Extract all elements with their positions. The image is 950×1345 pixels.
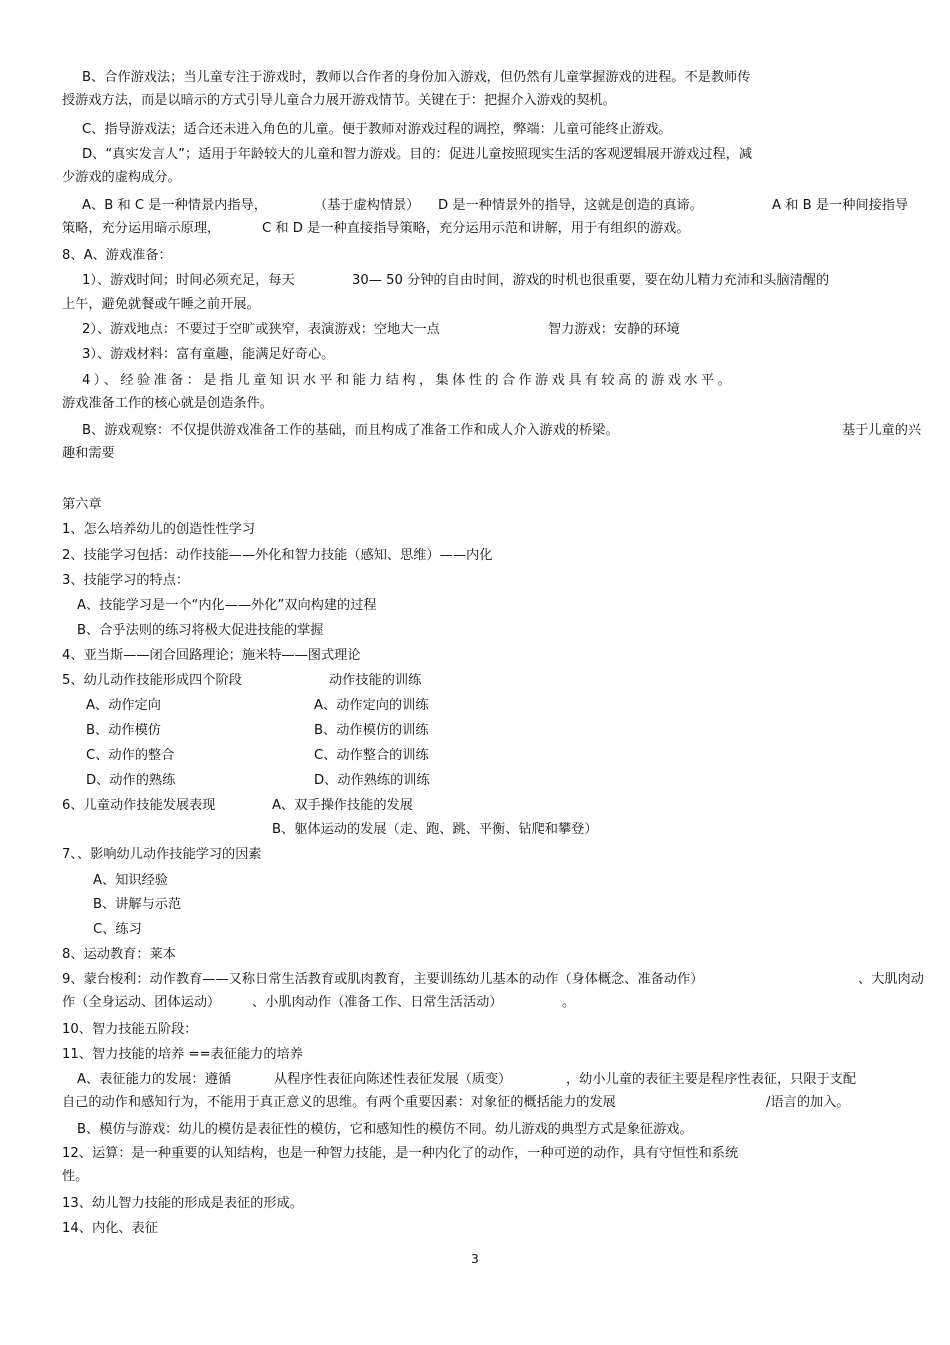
para-abc-summary-2b: C 和 D 是一种直接指导策略，充分运用示范和讲解，用于有组织的游戏。 — [262, 221, 690, 236]
ch6-item-9-line1b: 、大肌肉动 — [858, 972, 924, 987]
stage-right: D、动作熟练的训练 — [314, 773, 430, 788]
item-8-title: 8、A、游戏准备： — [62, 248, 172, 263]
item-8-experience-line1: 4）、经验准备：是指儿童知识水平和能力结构，集体性的合作游戏具有较高的游戏水平。 — [82, 373, 735, 388]
ch6-item-11a-line1a: A、表征能力的发展：遵循 — [77, 1072, 232, 1087]
stage-right: B、动作模仿的训练 — [314, 723, 429, 738]
stage-right: C、动作整合的训练 — [314, 748, 429, 763]
ch6-item-3b: B、合乎法则的练习将极大促进技能的掌握 — [77, 623, 324, 638]
stage-left: B、动作模仿 — [86, 723, 161, 738]
ch6-item-6a: A、双手操作技能的发展 — [272, 798, 413, 813]
ch6-item-6b: B、躯体运动的发展（走、跑、跳、平衡、钻爬和攀登） — [272, 822, 598, 837]
ch6-item-12-line1: 12、运算：是一种重要的认知结构，也是一种智力技能，是一种内化了的动作，一种可逆的动作，具有守恒性和系统 — [62, 1146, 739, 1161]
item-8-time-line1b: 30— 50 分钟的自由时间，游戏的时机也很重要，要在幼儿精力充沛和头脑清醒的 — [352, 273, 830, 288]
ch6-item-6-left: 6、儿童动作技能发展表现 — [62, 798, 216, 813]
ch6-item-1: 1、怎么培养幼儿的创造性性学习 — [62, 522, 256, 537]
page-number: 3 — [471, 1252, 479, 1266]
ch6-item-5-left: 5、幼儿动作技能形成四个阶段 — [62, 673, 242, 688]
para-abc-summary-1d: A 和 B 是一种间接指导 — [772, 198, 909, 213]
ch6-item-7-factor: B、讲解与示范 — [93, 897, 182, 912]
ch6-item-12-line2: 性。 — [62, 1169, 89, 1184]
para-d-spokesman-line1: D、“真实发言人”；适用于年龄较大的儿童和智力游戏。目的：促进儿童按照现实生活的客观逻辑展开游戏过程，减 — [82, 147, 753, 162]
item-8-materials: 3）、游戏材料：富有童趣，能满足好奇心。 — [82, 347, 335, 362]
item-8-time-line2: 上午，避免就餐或午睡之前开展。 — [62, 297, 260, 312]
ch6-item-8: 8、运动教育：莱本 — [62, 947, 176, 962]
ch6-item-9-line1a: 9、蒙台梭利：动作教育——又称日常生活教育或肌肉教育，主要训练幼儿基本的动作（身体概念、准备动作） — [62, 972, 704, 987]
ch6-item-9-line2b: 、小肌肉动作（准备工作、日常生活活动） — [252, 995, 503, 1010]
item-8-experience-line2: 游戏准备工作的核心就是创造条件。 — [62, 396, 273, 411]
stage-left: D、动作的熟练 — [86, 773, 176, 788]
ch6-item-10: 10、智力技能五阶段： — [62, 1022, 198, 1037]
ch6-item-11b: B、模仿与游戏：幼儿的模仿是表征性的模仿，它和感知性的模仿不同。幼儿游戏的典型方式是象征游戏。 — [77, 1122, 693, 1137]
item-8-observation-line1b: 基于儿童的兴 — [842, 423, 922, 438]
ch6-item-14: 14、内化、表征 — [62, 1221, 158, 1236]
para-b-cooperative-line2: 授游戏方法，而是以暗示的方式引导儿童合力展开游戏情节。关键在于：把握介入游戏的契机。 — [62, 93, 616, 108]
para-c-guidance: C、指导游戏法；适合还未进入角色的儿童。便于教师对游戏过程的调控，弊端：儿童可能终止游戏。 — [82, 122, 672, 137]
ch6-item-3a: A、技能学习是一个“内化——外化”双向构建的过程 — [77, 598, 377, 613]
chapter-heading: 第六章 — [62, 497, 102, 512]
ch6-item-11a-line2a: 自己的动作和感知行为，不能用于真正意义的思维。有两个重要因素：对象征的概括能力的发展 — [62, 1095, 616, 1110]
ch6-item-4: 4、亚当斯——闭合回路理论；施米特——图式理论 — [62, 648, 361, 663]
item-8-place-b: 智力游戏：安静的环境 — [548, 322, 680, 337]
stage-right: A、动作定向的训练 — [314, 698, 429, 713]
ch6-item-3: 3、技能学习的特点： — [62, 573, 190, 588]
ch6-item-9-line2c: 。 — [562, 995, 576, 1010]
stage-left: A、动作定向 — [86, 698, 161, 713]
para-abc-summary-1c: D 是一种情景外的指导，这就是创造的真谛。 — [438, 198, 703, 213]
ch6-item-11a-line1c: ，幼小儿童的表征主要是程序性表征，只限于支配 — [566, 1072, 857, 1087]
ch6-item-7-factor: C、练习 — [93, 922, 142, 937]
para-d-spokesman-line2: 少游戏的虚构成分。 — [62, 170, 181, 185]
para-b-cooperative-line1: B、合作游戏法；当儿童专注于游戏时，教师以合作者的身份加入游戏，但仍然有儿童掌握游戏的进程。不是教师传 — [82, 70, 751, 85]
ch6-item-7-factor: A、知识经验 — [93, 873, 168, 888]
item-8-place-a: 2）、游戏地点：不要过于空旷或狭窄，表演游戏：空地大一点 — [82, 322, 440, 337]
stage-left: C、动作的整合 — [86, 748, 175, 763]
ch6-item-11a-line1b: 从程序性表征向陈述性表征发展（质变） — [274, 1072, 512, 1087]
ch6-item-13: 13、幼儿智力技能的形成是表征的形成。 — [62, 1196, 303, 1211]
ch6-item-7: 7、、影响幼儿动作技能学习的因素 — [62, 847, 262, 862]
ch6-item-11a-line2b: /语言的加入。 — [766, 1095, 850, 1110]
para-abc-summary-2a: 策略，充分运用暗示原理， — [62, 221, 221, 236]
ch6-item-9-line2a: 作（全身运动、团体运动） — [62, 995, 221, 1010]
ch6-item-11: 11、智力技能的培养 ==表征能力的培养 — [62, 1047, 303, 1062]
ch6-item-2: 2、技能学习包括：动作技能——外化和智力技能（感知、思维）——内化 — [62, 548, 493, 563]
ch6-item-5-right: 动作技能的训练 — [329, 673, 422, 688]
item-8-time-line1a: 1）、游戏时间；时间必须充足，每天 — [82, 273, 295, 288]
item-8-observation-line2: 趣和需要 — [62, 446, 115, 461]
para-abc-summary-1a: A、B 和 C 是一种情景内指导， — [82, 198, 267, 213]
para-abc-summary-1b: （基于虚构情景） — [314, 198, 420, 213]
item-8-observation-line1a: B、游戏观察：不仅提供游戏准备工作的基础，而且构成了准备工作和成人介入游戏的桥梁。 — [82, 423, 619, 438]
